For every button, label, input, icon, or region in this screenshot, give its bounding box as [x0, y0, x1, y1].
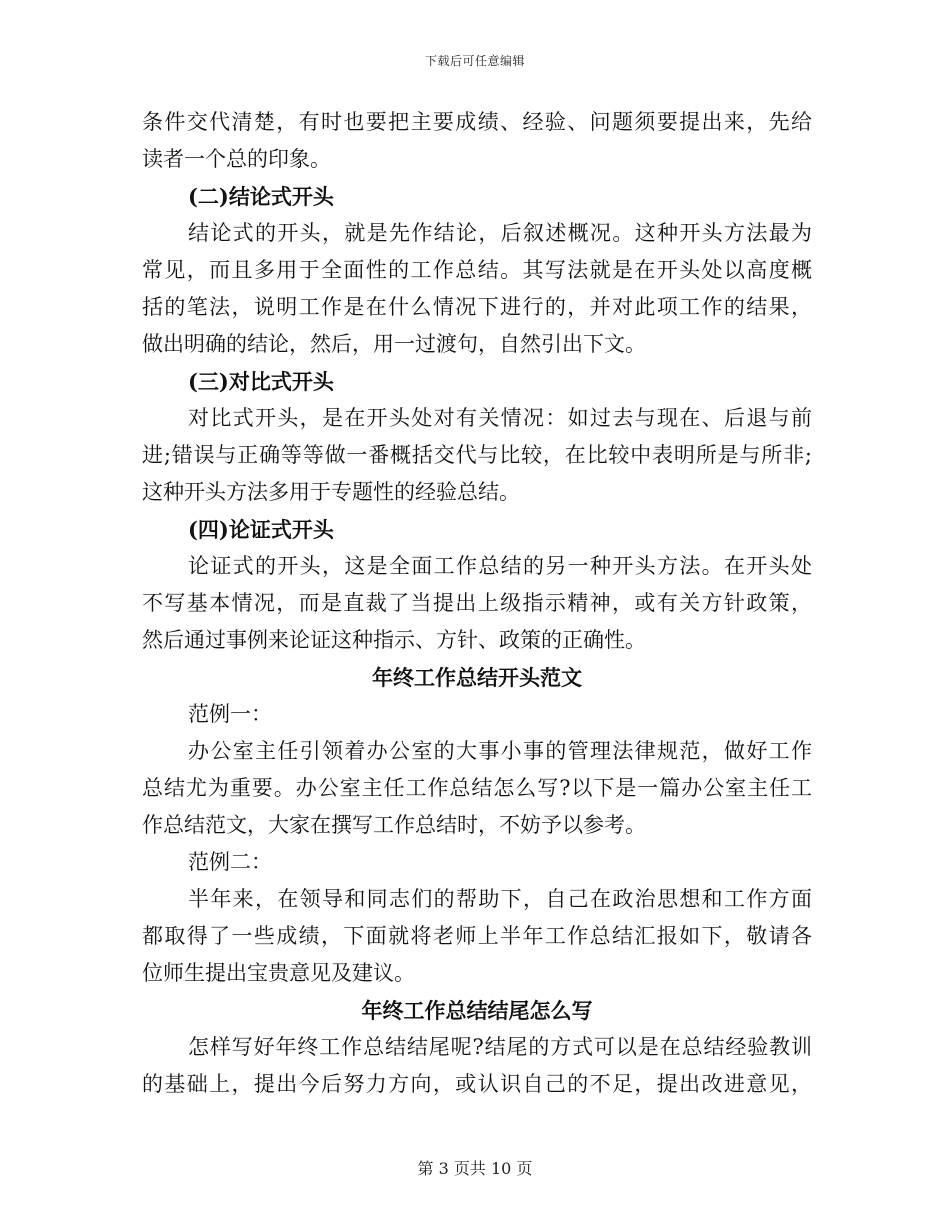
- paragraph-line: 作总结范文，大家在撰写工作总结时，不妨予以参考。: [142, 813, 646, 837]
- center-heading: 年终工作总结结尾怎么写: [361, 998, 593, 1023]
- paragraph-line: 这种开头方法多用于专题性的经验总结。: [142, 480, 520, 504]
- paragraph-line: 条件交代清楚，有时也要把主要成绩、经验、问题须要提出来，先给: [142, 110, 812, 134]
- paragraph-line: 对比式开头，是在开头处对有关情况：如过去与现在、后退与前: [188, 406, 812, 430]
- page-footer: 第 3 页共 10 页: [417, 1159, 533, 1178]
- paragraph-line: 半年来，在领导和同志们的帮助下，自己在政治思想和工作方面: [188, 887, 812, 911]
- paragraph-line: 办公室主任引领着办公室的大事小事的管理法律规范，做好工作: [188, 739, 812, 763]
- paragraph-line: 位师生提出宝贵意见及建议。: [142, 961, 415, 985]
- paragraph-line: 论证式的开头，这是全面工作总结的另一种开头方法。在开头处: [188, 554, 812, 578]
- section-heading: (二)结论式开头: [188, 184, 334, 209]
- paragraph-line: 括的笔法，说明工作是在什么情况下进行的，并对此项工作的结果，: [142, 295, 812, 319]
- section-heading: (三)对比式开头: [188, 369, 334, 394]
- center-heading: 年终工作总结开头范文: [372, 665, 582, 690]
- paragraph-line: 做出明确的结论，然后，用一过渡句，自然引出下文。: [142, 332, 646, 356]
- paragraph-line: 然后通过事例来论证这种指示、方针、政策的正确性。: [142, 628, 646, 652]
- document-body: [142, 104, 812, 1103]
- paragraph-line: 不写基本情况，而是直裁了当提出上级指示精神，或有关方针政策，: [142, 591, 812, 615]
- section-heading: (四)论证式开头: [188, 517, 334, 542]
- page-header: 下载后可任意编辑: [424, 54, 525, 68]
- paragraph-line: 怎样写好年终工作总结结尾呢?结尾的方式可以是在总结经验教训: [188, 1035, 812, 1059]
- paragraph-line: 进;错误与正确等等做一番概括交代与比较，在比较中表明所是与所非;: [142, 443, 812, 467]
- paragraph-line: 常见，而且多用于全面性的工作总结。其写法就是在开头处以高度概: [142, 258, 812, 282]
- example-label: 范例一：: [188, 702, 272, 726]
- paragraph-line: 都取得了一些成绩，下面就将老师上半年工作总结汇报如下，敬请各: [142, 924, 812, 948]
- paragraph-line: 结论式的开头，就是先作结论，后叙述概况。这种开头方法最为: [188, 221, 812, 245]
- paragraph-line: 读者一个总的印象。: [142, 147, 331, 171]
- paragraph-line: 总结尤为重要。办公室主任工作总结怎么写?以下是一篇办公室主任工: [142, 776, 812, 800]
- paragraph-line: 的基础上，提出今后努力方向，或认识自己的不足，提出改进意见，: [142, 1072, 812, 1096]
- example-label: 范例二：: [188, 850, 272, 874]
